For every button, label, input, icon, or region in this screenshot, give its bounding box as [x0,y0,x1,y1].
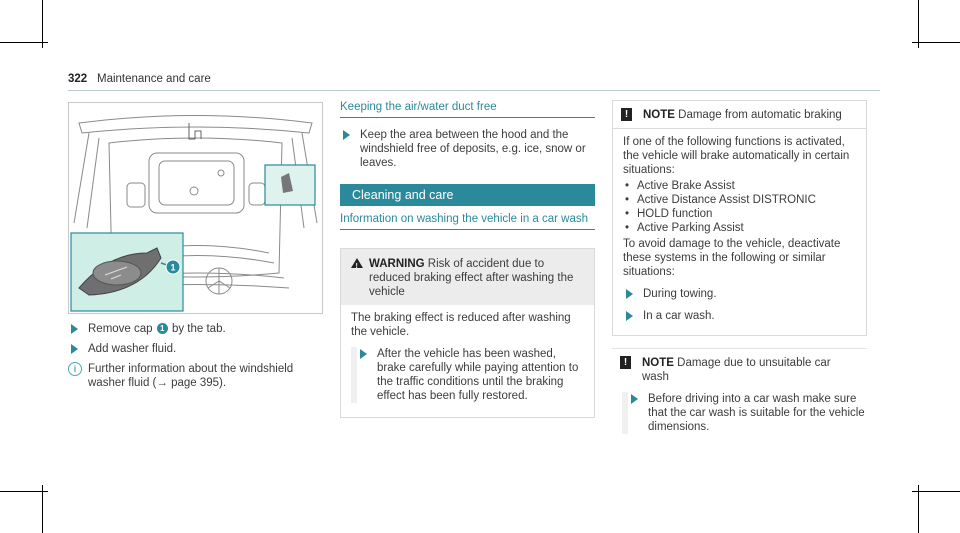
crop-mark [42,0,43,48]
step-text: Remove cap [88,323,153,335]
list-item: • HOLD function [623,207,856,221]
step-arrow-icon [343,130,350,140]
note-step-car-wash [623,309,856,323]
crop-mark [918,485,919,533]
step-text: Keep the area between the hood and the windshield free of deposits, e.g. ice, snow or leaves. [360,129,586,169]
list-item: • Active Distance Assist DISTRONIC [623,193,856,207]
column-3 [612,100,867,440]
crop-mark [0,491,48,492]
engine-bay-illustration [68,102,323,314]
section-heading-cleaning: Cleaning and care [340,184,595,206]
info-text[interactable]: Further information about the windshield washer fluid (→ page 395). [88,363,294,389]
crop-mark [0,42,48,43]
note-box-unsuitable-car-wash [612,348,867,434]
step-text: During towing. [643,288,717,300]
note-step [628,392,867,434]
warning-triangle-icon: ! [351,258,363,268]
warning-step-wrap [351,347,584,403]
crop-mark [42,485,43,533]
note-after-text: To avoid damage to the vehicle, deactivate these systems in the following or similar situations: [623,238,841,278]
step-text: In a car wash. [643,310,715,322]
step-text: After the vehicle has been washed, brake carefully while paying attention to the traffic conditions until the braking effect has been fully restored. [377,348,579,402]
warning-body [341,305,594,417]
step-arrow-icon [71,324,78,334]
info-icon: i [68,362,82,376]
note-body [613,129,866,335]
subheading-car-wash: Information on washing the vehicle in a car wash [340,212,595,230]
step-text: by the tab. [171,323,226,335]
step-add-fluid [68,342,328,356]
list-item: • Active Parking Assist [623,221,856,235]
exclamation-icon: ! [620,356,631,369]
note-title: Damage due to unsuitable car wash [642,357,831,383]
list-item: • Active Brake Assist [623,179,856,193]
step-arrow-icon [626,289,633,299]
note-header [613,101,866,129]
note-box-automatic-braking [612,100,867,336]
warning-body-text: The braking effect is reduced after washing the vehicle. [351,312,571,338]
note-step-towing [623,287,856,301]
warning-box [340,248,595,418]
callout-1-label: 1 [170,262,176,273]
exclamation-icon: ! [621,108,632,121]
step-text: Add washer fluid. [88,343,177,355]
crop-mark [918,0,919,48]
note-step-wrap [622,392,867,434]
step-arrow-icon [631,394,638,404]
note-label: NOTE [642,357,674,369]
warning-label: WARNING [369,258,425,270]
step-keep-area-free [340,128,595,170]
step-arrow-icon [71,344,78,354]
note-header [612,349,867,390]
page-number: 322 [68,73,88,85]
header-rule [68,90,880,91]
step-arrow-icon [626,311,633,321]
crop-mark [912,491,960,492]
step-remove-cap [68,322,328,336]
warning-header [341,249,594,305]
warning-step [357,347,584,403]
subheading-air-water-duct: Keeping the air/water duct free [340,100,595,118]
step-text: Before driving into a car wash make sure that the car wash is suitable for the vehicle dimensions. [648,393,865,433]
engine-bay-drawing [69,103,322,313]
step-arrow-icon [360,349,367,359]
note-title: Damage from automatic braking [678,109,842,121]
callout-1-icon: 1 [157,323,168,334]
page-header-title: Maintenance and care [97,73,211,85]
crop-mark [912,42,960,43]
note-label: NOTE [643,109,675,121]
column-1 [68,322,328,390]
warning-text: Risk of accident due to reduced braking effect after washing the vehicle [369,258,574,298]
column-2 [340,100,595,418]
info-note [68,362,328,390]
note-intro: If one of the following functions is activated, the vehicle will brake automatically in certain situations: [623,136,850,176]
